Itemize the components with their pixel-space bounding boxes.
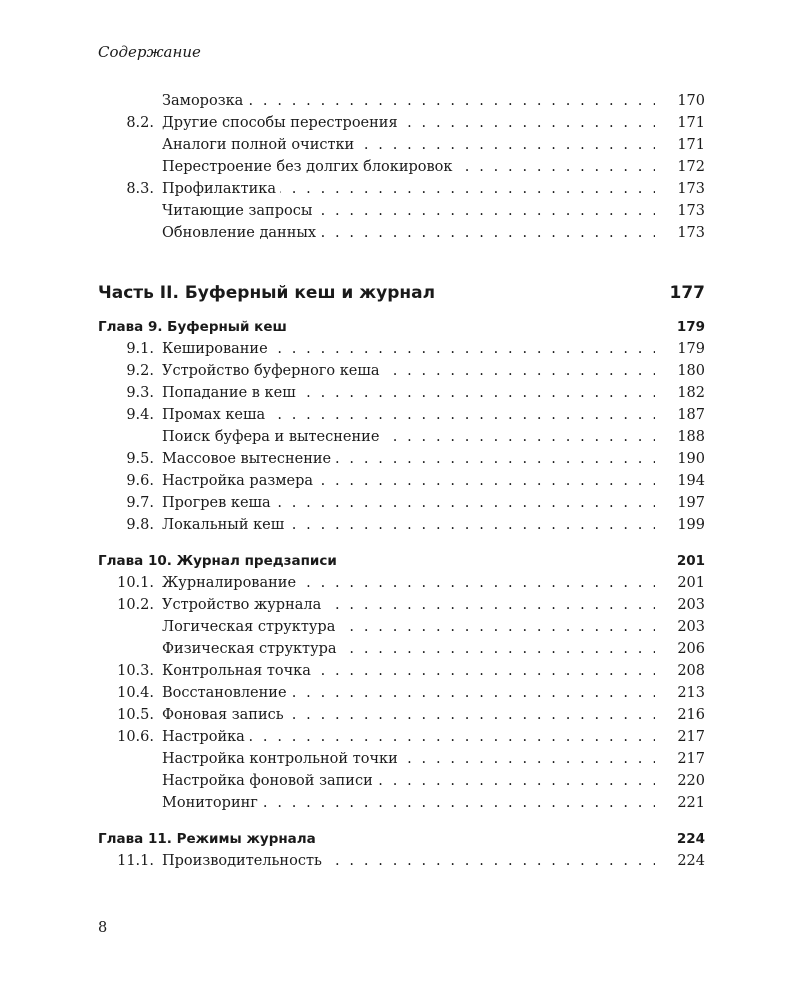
- entry-page-number: 180: [677, 363, 705, 379]
- entry-title-with-leader: [162, 682, 655, 704]
- entry-title-with-leader: [162, 770, 655, 792]
- entry-title: Журналирование: [162, 575, 300, 591]
- toc-entry[interactable]: [98, 338, 705, 360]
- toc-entry[interactable]: [98, 222, 705, 244]
- section-number: 8.2.: [126, 115, 154, 131]
- entry-page-number: 190: [677, 451, 705, 467]
- entry-title-with-leader: [162, 360, 655, 382]
- section-number: 10.5.: [117, 707, 154, 723]
- entry-title: Настройка размера: [162, 473, 317, 489]
- entry-title-with-leader: [162, 382, 655, 404]
- toc-entry[interactable]: [98, 382, 705, 404]
- section-number: 9.7.: [126, 495, 154, 511]
- entry-page-number: 170: [677, 93, 705, 109]
- toc-group-chapter11: [98, 850, 705, 872]
- chapter-page-number: 224: [676, 831, 705, 847]
- section-number: 9.8.: [126, 517, 154, 533]
- entry-title: Физическая структура: [162, 641, 341, 657]
- toc-entry[interactable]: [98, 90, 705, 112]
- part-heading[interactable]: [98, 278, 705, 308]
- section-number: 10.6.: [117, 729, 154, 745]
- toc-entry[interactable]: [98, 470, 705, 492]
- entry-title: Промах кеша: [162, 407, 269, 423]
- entry-page-number: 224: [677, 853, 705, 869]
- toc-entry[interactable]: [98, 850, 705, 872]
- entry-title: Массовое вытеснение: [162, 451, 335, 467]
- section-number: 10.1.: [117, 575, 154, 591]
- entry-page-number: 197: [677, 495, 705, 511]
- entry-title-with-leader: [162, 638, 655, 660]
- entry-page-number: 171: [677, 137, 705, 153]
- toc-group-chapter9: [98, 338, 705, 536]
- toc-entry[interactable]: [98, 682, 705, 704]
- entry-page-number: 187: [677, 407, 705, 423]
- entry-page-number: 199: [677, 517, 705, 533]
- entry-title: Настройка контрольной точки: [162, 751, 402, 767]
- toc-entry[interactable]: [98, 704, 705, 726]
- entry-title: Устройство журнала: [162, 597, 325, 613]
- entry-title-with-leader: [162, 850, 655, 872]
- toc-entry[interactable]: [98, 404, 705, 426]
- entry-page-number: 203: [677, 597, 705, 613]
- entry-title: Обновление данных: [162, 225, 320, 241]
- entry-title: Профилактика: [162, 181, 280, 197]
- entry-title-with-leader: [162, 748, 655, 770]
- entry-title: Аналоги полной очистки: [162, 137, 358, 153]
- entry-page-number: 203: [677, 619, 705, 635]
- toc-entry[interactable]: [98, 726, 705, 748]
- entry-title: Устройство буферного кеша: [162, 363, 384, 379]
- toc-entry[interactable]: [98, 660, 705, 682]
- entry-title-with-leader: [162, 704, 655, 726]
- entry-title-with-leader: [162, 338, 655, 360]
- entry-title: Настройка фоновой записи: [162, 773, 377, 789]
- entry-page-number: 188: [677, 429, 705, 445]
- section-number: 10.2.: [117, 597, 154, 613]
- entry-page-number: 173: [677, 225, 705, 241]
- section-number: 9.1.: [126, 341, 154, 357]
- toc-entry[interactable]: [98, 616, 705, 638]
- entry-title: Фоновая запись: [162, 707, 288, 723]
- section-number: 8.3.: [126, 181, 154, 197]
- section-number: 11.1.: [117, 853, 154, 869]
- toc-entry[interactable]: [98, 178, 705, 200]
- entry-title-with-leader: [162, 200, 655, 222]
- part-page-number: 177: [669, 283, 705, 303]
- entry-page-number: 206: [677, 641, 705, 657]
- section-number: 9.6.: [126, 473, 154, 489]
- toc-entry[interactable]: [98, 156, 705, 178]
- toc-entry[interactable]: [98, 492, 705, 514]
- toc-entry[interactable]: [98, 638, 705, 660]
- entry-page-number: 201: [677, 575, 705, 591]
- entry-title-with-leader: [162, 514, 655, 536]
- entry-title: Логическая структура: [162, 619, 339, 635]
- chapter-heading-10[interactable]: [98, 550, 705, 572]
- toc-entry[interactable]: [98, 572, 705, 594]
- toc-entry[interactable]: [98, 594, 705, 616]
- section-number: 10.3.: [117, 663, 154, 679]
- entry-title-with-leader: [162, 470, 655, 492]
- toc-entry[interactable]: [98, 514, 705, 536]
- entry-title: Заморозка: [162, 93, 247, 109]
- entry-page-number: 213: [677, 685, 705, 701]
- section-number: 9.4.: [126, 407, 154, 423]
- entry-page-number: 217: [677, 729, 705, 745]
- chapter-heading-9[interactable]: [98, 316, 705, 338]
- toc-group-chapter8: [98, 90, 705, 244]
- section-number: 9.5.: [126, 451, 154, 467]
- entry-page-number: 217: [677, 751, 705, 767]
- section-number: 9.3.: [126, 385, 154, 401]
- entry-title-with-leader: [162, 792, 655, 814]
- running-header: Содержание: [98, 43, 201, 61]
- toc-entry[interactable]: [98, 770, 705, 792]
- entry-title-with-leader: [162, 594, 655, 616]
- entry-title: Прогрев кеша: [162, 495, 275, 511]
- entry-title: Локальный кеш: [162, 517, 288, 533]
- chapter-title: Глава 10. Журнал предзаписи: [98, 553, 337, 569]
- entry-page-number: 221: [677, 795, 705, 811]
- entry-title: Перестроение без долгих блокировок: [162, 159, 456, 175]
- entry-title-with-leader: [162, 660, 655, 682]
- entry-page-number: 220: [677, 773, 705, 789]
- entry-title-with-leader: [162, 492, 655, 514]
- entry-title-with-leader: [162, 222, 655, 244]
- section-number: 9.2.: [126, 363, 154, 379]
- entry-page-number: 173: [677, 181, 705, 197]
- entry-title: Поиск буфера и вытеснение: [162, 429, 383, 445]
- entry-title-with-leader: [162, 156, 655, 178]
- entry-page-number: 194: [677, 473, 705, 489]
- entry-title-with-leader: [162, 448, 655, 470]
- entry-title-with-leader: [162, 404, 655, 426]
- entry-title: Восстановление: [162, 685, 291, 701]
- toc-entry[interactable]: [98, 748, 705, 770]
- entry-page-number: 216: [677, 707, 705, 723]
- entry-title-with-leader: [162, 178, 655, 200]
- entry-title-with-leader: [162, 134, 655, 156]
- table-of-contents: [98, 90, 705, 872]
- page-number-footer: 8: [98, 920, 108, 936]
- entry-title: Мониторинг: [162, 795, 262, 811]
- chapter-heading-11[interactable]: [98, 828, 705, 850]
- chapter-page-number: 201: [676, 553, 705, 569]
- entry-title-with-leader: [162, 90, 655, 112]
- toc-entry[interactable]: [98, 448, 705, 470]
- entry-title-with-leader: [162, 726, 655, 748]
- entry-title: Настройка: [162, 729, 249, 745]
- toc-entry[interactable]: [98, 792, 705, 814]
- toc-group-chapter10: [98, 572, 705, 814]
- toc-entry[interactable]: [98, 112, 705, 134]
- entry-title: Контрольная точка: [162, 663, 315, 679]
- entry-title: Попадание в кеш: [162, 385, 300, 401]
- entry-title-with-leader: [162, 616, 655, 638]
- entry-page-number: 171: [677, 115, 705, 131]
- entry-page-number: 208: [677, 663, 705, 679]
- chapter-title: Глава 11. Режимы журнала: [98, 831, 316, 847]
- toc-entry[interactable]: [98, 426, 705, 448]
- entry-page-number: 172: [677, 159, 705, 175]
- entry-page-number: 182: [677, 385, 705, 401]
- toc-entry[interactable]: [98, 134, 705, 156]
- part-title: Часть II. Буферный кеш и журнал: [98, 283, 436, 303]
- entry-page-number: 173: [677, 203, 705, 219]
- entry-title: Другие способы перестроения: [162, 115, 402, 131]
- toc-entry[interactable]: [98, 200, 705, 222]
- toc-entry[interactable]: [98, 360, 705, 382]
- section-number: 10.4.: [117, 685, 154, 701]
- chapter-page-number: 179: [676, 319, 705, 335]
- entry-title: Производительность: [162, 853, 326, 869]
- chapter-title: Глава 9. Буферный кеш: [98, 319, 287, 335]
- entry-title: Читающие запросы: [162, 203, 316, 219]
- entry-title: Кеширование: [162, 341, 272, 357]
- entry-page-number: 179: [677, 341, 705, 357]
- entry-title-with-leader: [162, 572, 655, 594]
- entry-title-with-leader: [162, 426, 655, 448]
- entry-title-with-leader: [162, 112, 655, 134]
